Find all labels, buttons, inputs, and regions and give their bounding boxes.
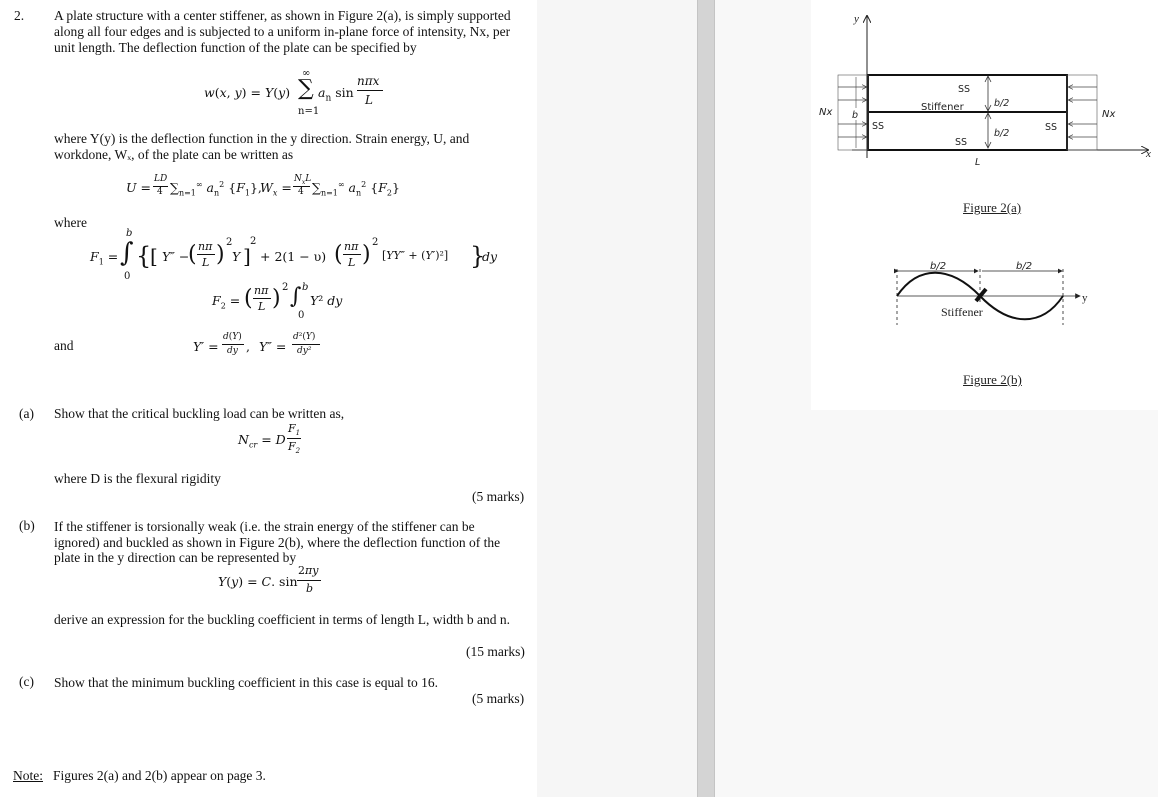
load-left-label: Nx <box>819 107 833 118</box>
part-b-marks: (15 marks) <box>466 644 525 659</box>
where-line-1: where Y(y) is the deflection function in the y direction. Strain energy, U, and <box>54 131 470 146</box>
question-page <box>0 0 537 797</box>
ss-right-label: SS <box>1045 122 1058 133</box>
part-c-text: Show that the minimum buckling coefficient in this case is equal to 16. <box>54 675 439 690</box>
x-axis-label: x <box>1146 148 1151 160</box>
dim-right-label: b/2 <box>1016 261 1033 272</box>
stiffener-label: Stiffener <box>921 102 964 113</box>
axis-label: y <box>1082 292 1088 304</box>
note-text: Figures 2(a) and 2(b) appear on page 3. <box>53 768 266 783</box>
figure-2b <box>880 255 1100 330</box>
where-label: where <box>54 215 87 230</box>
intro-line-3: unit length. The deflection function of the plate can be specified by <box>54 40 417 55</box>
dim-left-label: b/2 <box>930 261 947 272</box>
ss-bottom-label: SS <box>955 137 968 148</box>
dim-b-label: b <box>852 110 859 121</box>
part-a-text: Show that the critical buckling load can be written as, <box>54 406 345 421</box>
part-c-marks: (5 marks) <box>472 691 525 706</box>
equation-f2: $F_2$ = ( nπ L ) 2 ∫ b 0 Y² dy <box>212 282 343 321</box>
part-a-equation: $N_{cr} = D$ $F_1$ $F_2$ <box>238 422 301 456</box>
part-b-label: (b) <box>19 518 35 533</box>
part-a-after: where D is the flexural rigidity <box>54 471 221 486</box>
equation-f1: $F_1$ = b ∫ 0 { [ Y″ − ( nπ L ) 2 Y ] 2 + 2(1 − υ) ( nπ L ) 2 [YY″ + (Y′)²] } dy <box>90 228 498 282</box>
figure-2b-caption: Figure 2(b) <box>963 372 1022 387</box>
dim-half-top: b/2 <box>994 98 1010 109</box>
part-c-label: (c) <box>19 674 34 689</box>
figure-2a <box>812 8 1158 198</box>
page-gap <box>537 0 697 797</box>
part-b-line-3: plate in the y direction can be represented by <box>54 550 297 565</box>
part-b-line-2: ignored) and buckled as shown in Figure 2(b), where the deflection function of the <box>54 535 501 550</box>
intro-line-1: A plate structure with a center stiffener, as shown in Figure 2(a), is simply supported <box>54 8 511 23</box>
y-axis-label: y <box>854 13 859 25</box>
figure-2a-caption: Figure 2(a) <box>963 200 1022 215</box>
part-a-marks: (5 marks) <box>472 489 525 504</box>
dim-L-label: L <box>975 157 981 168</box>
equation-u-wx: U = LD 4 $\sum_{n=1}^\infty$ $a_n^2$ $\{F_1\}$, $W_x$ = $N_xL$ 4 $\sum_{n=1}^\infty$ $a_n^2$ $\{F_2\}$ <box>126 174 400 198</box>
right-load-frame <box>1067 75 1097 150</box>
where-line-2: workdone, Wₓ, of the plate can be written as <box>54 147 294 162</box>
part-b-after: derive an expression for the buckling coefficient in terms of length L, width b and n. <box>54 612 511 627</box>
equation-w: w(x, y) = Y(y) ∞ ∑ n=1 $a_n$ sin nπx L <box>204 68 404 116</box>
question-number: 2. <box>14 8 25 23</box>
part-b-equation: Y(y) = C. sin 2πy b <box>218 564 338 600</box>
page-divider[interactable] <box>697 0 715 797</box>
and-label: and <box>54 338 74 353</box>
intro-line-2: along all four edges and is subjected to a uniform in-plane force of intensity, Nx, per <box>54 24 511 39</box>
ss-top-label: SS <box>958 84 971 95</box>
note-label: Note: <box>13 768 43 783</box>
part-a-label: (a) <box>19 406 34 421</box>
equation-derivatives: Y′ = d(Y) dy , Y″ = d²(Y) dy² <box>193 332 343 364</box>
dim-half-bottom: b/2 <box>994 128 1010 139</box>
part-b-line-1: If the stiffener is torsionally weak (i.e. the strain energy of the stiffener can be <box>54 519 475 534</box>
ss-left-label: SS <box>872 121 885 132</box>
stiffener-label: Stiffener <box>941 305 983 319</box>
load-right-label: Nx <box>1102 109 1116 120</box>
